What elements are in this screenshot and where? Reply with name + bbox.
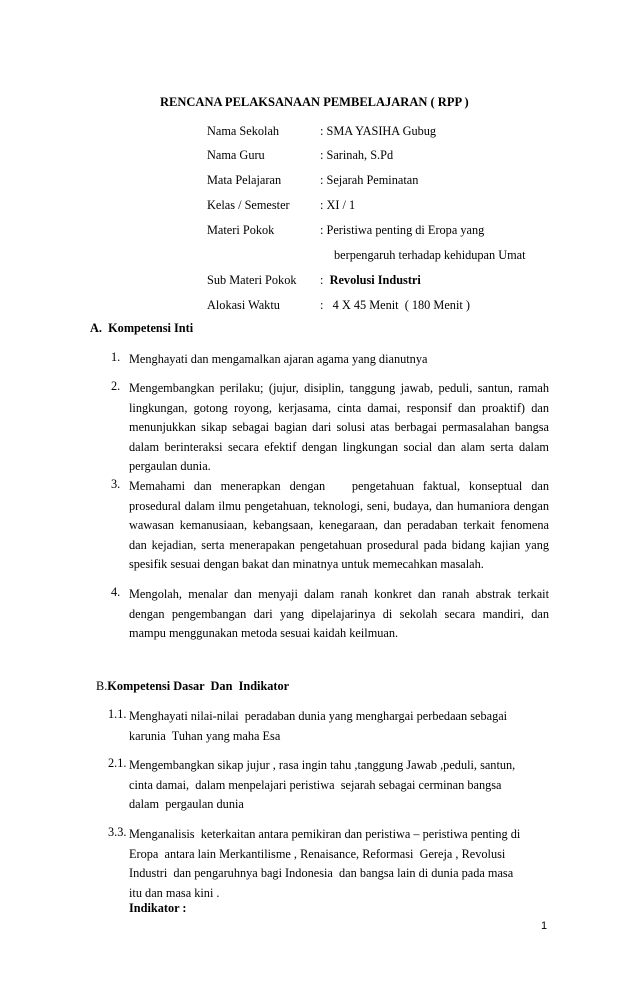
list-line: cinta damai, dalam menpelajari peristiwa sejarah sebagai cerminan bangsa [129, 777, 502, 792]
info-label: Alokasi Waktu [207, 298, 280, 312]
info-value [320, 273, 421, 288]
list-item [129, 707, 507, 746]
info-label: Mata Pelajaran [207, 173, 282, 187]
list-number: 2. [111, 379, 121, 393]
section-a-heading: A. Kompetensi Inti [90, 321, 194, 335]
info-label: Kelas / Semester [207, 198, 290, 212]
list-line: Menganalisis keterkaitan antara pemikiran dan peristiwa – peristiwa penting di [129, 827, 521, 841]
section-b-title: Kompetensi Dasar Dan Indikator [107, 679, 290, 693]
info-label: Sub Materi Pokok [207, 273, 297, 287]
info-value: : Peristiwa penting di Eropa yang [320, 223, 485, 237]
info-value: : XI / 1 [320, 198, 356, 212]
info-value: : SMA YASIHA Gubug [320, 124, 437, 138]
page-number: 1 [541, 920, 548, 932]
list-line: dalam pergaulan dunia [129, 797, 244, 811]
info-value: : Sarinah, S.Pd [320, 148, 394, 162]
info-label: Nama Guru [207, 148, 265, 162]
list-number: 3. [111, 477, 121, 491]
info-value-bold: Revolusi Industri [329, 273, 421, 287]
list-item [129, 756, 515, 815]
list-number: 4. [111, 585, 121, 599]
section-b-prefix: B. [96, 679, 108, 693]
list-line: Menghayati nilai-nilai peradaban dunia yang menghargai perbedaan sebagai [129, 709, 508, 723]
info-colon: : [320, 273, 330, 287]
list-number: 2.1. [108, 756, 127, 770]
list-item [129, 825, 520, 903]
list-number: 3.3. [108, 825, 127, 839]
info-label: Nama Sekolah [207, 124, 280, 138]
list-line: Mengembangkan sikap jujur , rasa ingin tahu ,tanggung Jawab ,peduli, santun, [129, 758, 516, 772]
list-number: 1.1. [108, 707, 127, 721]
info-label: Materi Pokok [207, 223, 275, 237]
list-item: Mengolah, menalar dan menyaji dalam ranah konkret dan ranah abstrak terkait dengan pengembangan dari yang dipelajarinya di sekolah secara mandiri, dan mampu menggunakan metoda sesuai kaidah keilmuan. [129, 587, 549, 640]
indikator-label: Indikator : [129, 901, 187, 915]
info-value: : Sejarah Peminatan [320, 173, 419, 187]
list-line: itu dan masa kini . [129, 885, 220, 900]
info-value: : 4 X 45 Menit ( 180 Menit ) [320, 298, 470, 312]
list-line: Eropa antara lain Merkantilisme , Renaisance, Reformasi Gereja , Revolusi [129, 846, 506, 861]
document-title: RENCANA PELAKSANAAN PEMBELAJARAN ( RPP ) [160, 95, 469, 109]
list-line: karunia Tuhan yang maha Esa [129, 728, 281, 743]
list-item: Menghayati dan mengamalkan ajaran agama yang dianutnya [129, 352, 428, 366]
list-line: Industri dan pengaruhnya bagi Indonesia dan bangsa lain di dunia pada masa [129, 866, 514, 880]
list-item: Memahami dan menerapkan dengan pengetahuan faktual, konseptual dan prosedural dalam ilmu pengetahuan, teknologi, seni, budaya, dan humaniora dengan wawasan kemanusiaan, kebangsaan, kenegaraan, dan peradaban terkait fenomena dan kejadian, serta menerapakan pengetahuan prosedural pada bidang kajian yang spesifik sesuai dengan bakat dan minatnya untuk memecahkan masalah. [129, 479, 553, 571]
info-value-continuation: berpengaruh terhadap kehidupan Umat [334, 248, 526, 262]
section-b-heading [96, 679, 289, 694]
list-item: Mengembangkan perilaku; (jujur, disiplin, tanggung jawab, peduli, santun, ramah lingkungan, gotong royong, kerjasama, cinta damai, responsif dan proaktif) dan menunjukkan sikap sebagai bagian dari solusi atas berbagai permasalahan bangsa dalam berinteraksi secara efektif dengan lingkungan social dan alam serta dalam pergaulan dunia. [129, 381, 549, 473]
list-number: 1. [111, 350, 121, 364]
